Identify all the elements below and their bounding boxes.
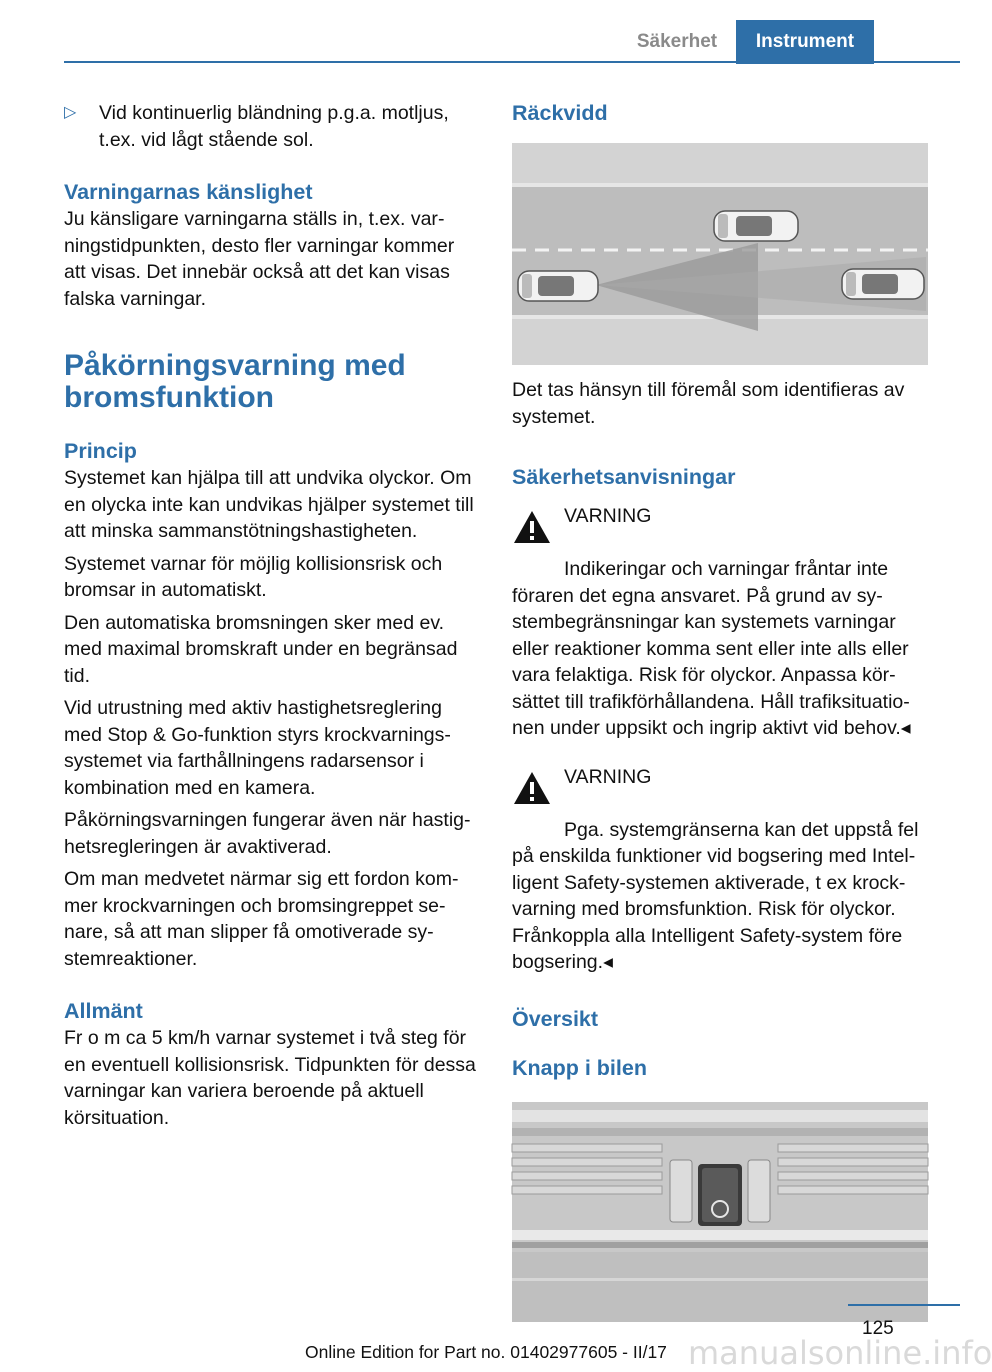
header-rule — [64, 61, 960, 63]
principle-paragraph-3: Den automatiska bromsningen sker med ev. med maximal bromskraft under en begränsad tid. — [64, 611, 458, 687]
warning-2 — [512, 764, 928, 976]
bullet-text: Vid kontinuerlig bländning p.g.a. motljus, t.ex. vid lågt stående sol. — [99, 102, 449, 151]
warning-2-title: VARNING — [564, 765, 652, 788]
warning-1-title: VARNING — [564, 505, 652, 527]
warning-triangle-icon — [512, 770, 564, 811]
range-caption: Det tas hänsyn till föremål som identifieras av systemet. — [512, 379, 905, 428]
warning-1-text: Indikeringar och varningar fråntar inte föraren det egna ansvaret. På grund av systembegränsningar kan systemets varningar eller reaktioner komma sent eller inte alls eller vara felaktiga. Risk för olyckor. Anpassa körsättet till trafikförhållandena. Håll trafiksituationen under uppsikt och ingrip aktivt vid behov.◂ — [512, 558, 911, 739]
principle-paragraph-5: Påkörningsvarningen fungerar även när hastighetsregleringen är avaktiverad. — [64, 809, 471, 858]
page-number: 125 — [862, 1318, 894, 1339]
edition-footer: Online Edition for Part no. 01402977605 - II/17 — [305, 1342, 667, 1362]
sensitivity-text: Ju känsligare varningarna ställs in, t.ex. varningstidpunkten, desto fler varningar kommer att visas. Det innebär också att det kan visas falska varningar. — [64, 208, 455, 310]
header-section-tab: Säkerhet — [636, 31, 718, 52]
principle-heading: Princip — [64, 439, 137, 463]
principle-paragraph-2: Systemet varnar för möjlig kollisionsrisk och bromsar in automatiskt. — [64, 552, 443, 601]
footer-rule — [848, 1304, 960, 1306]
warning-2-text: Pga. systemgränserna kan det uppstå fel på enskilda funktioner vid bogsering med Intelligent Safety-systemen aktiverade, t ex krockvarning med bromsfunktion. Risk för olyckor. Frånkoppla alla Intelligent Safety-system före bogsering.◂ — [512, 818, 919, 973]
range-heading: Räckvidd — [512, 101, 608, 125]
general-heading: Allmänt — [64, 999, 143, 1023]
sensitivity-heading: Varningarnas känslighet — [64, 180, 313, 204]
safety-heading: Säkerhetsanvisningar — [512, 465, 736, 489]
principle-paragraph-1: Systemet kan hjälpa till att undvika olyckor. Om en olycka inte kan undvikas hjälper systemet till att minska sammanstötningshastigheten. — [64, 467, 474, 542]
bullet-item — [64, 100, 476, 153]
dashboard-button-photo — [512, 1102, 928, 1322]
car-icon — [842, 269, 924, 299]
header-chapter-tab: Instrument — [736, 20, 874, 64]
triangle-bullet-icon: ▷ — [64, 104, 77, 121]
watermark: manualsonline.info — [688, 1334, 992, 1372]
range-illustration — [512, 143, 928, 365]
warning-triangle-icon — [512, 509, 564, 550]
warning-1 — [512, 503, 928, 742]
main-heading: Påkörningsvarning med bromsfunktion — [64, 349, 406, 414]
button-heading: Knapp i bilen — [512, 1055, 647, 1080]
principle-paragraph-6: Om man medvetet närmar sig ett fordon kommer krockvarningen och bromsingreppet senare, så att man slipper få omotiverade systemreaktioner. — [64, 868, 459, 970]
left-column — [64, 100, 476, 1131]
general-text: Fr o m ca 5 km/h varnar systemet i två steg för en eventuell kollisionsrisk. Tidpunkten för dessa varningar kan variera beroende på aktuell körsituation. — [64, 1027, 476, 1129]
principle-paragraph-4: Vid utrustning med aktiv hastighetsreglering med Stop & Go-funktion styrs krockvarningssystemet via farthållningens radarsensor i kombination med en kamera. — [64, 697, 451, 799]
overview-heading: Översikt — [512, 1006, 599, 1031]
car-icon — [518, 271, 598, 301]
right-column — [512, 100, 928, 1322]
car-icon — [714, 211, 798, 241]
